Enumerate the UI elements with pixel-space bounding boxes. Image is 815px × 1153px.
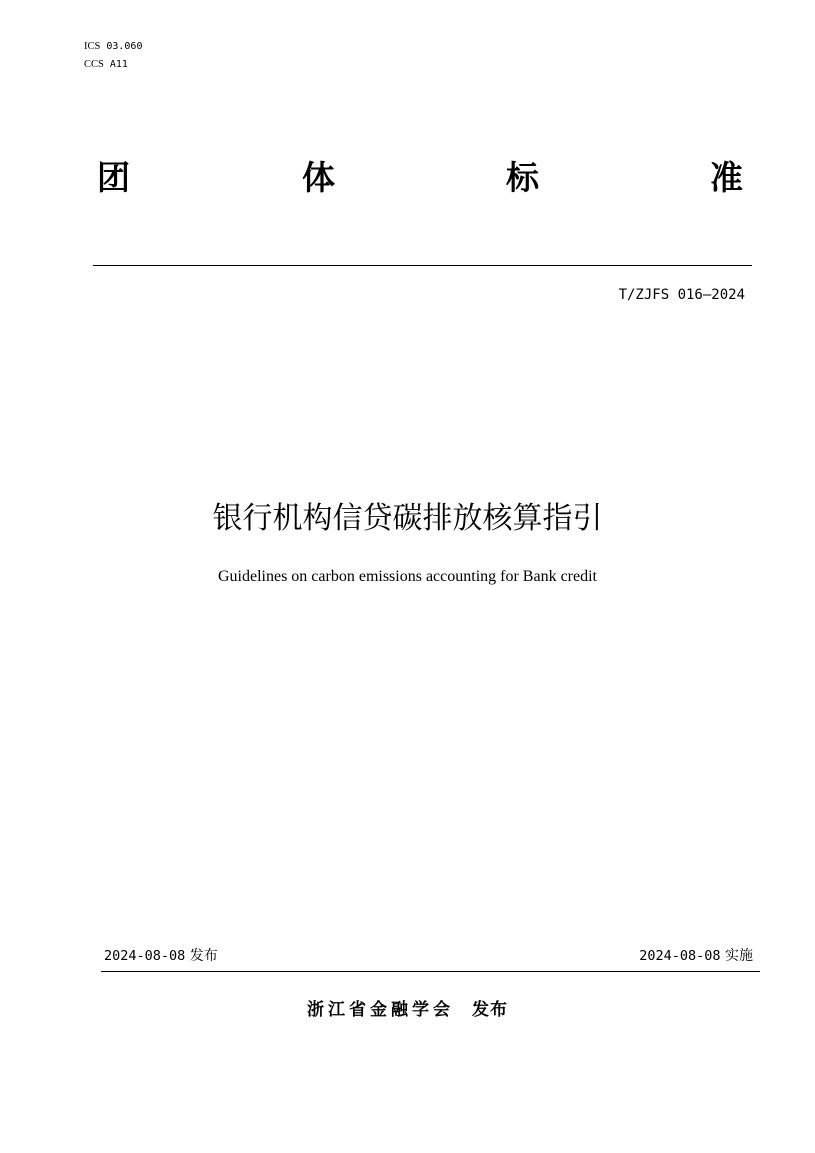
- publish-date: 2024-08-08: [104, 948, 186, 964]
- footer-divider: [101, 971, 760, 972]
- standard-type-char-3: 标: [506, 158, 539, 197]
- publisher-organization: 浙江省金融学会: [307, 1000, 454, 1020]
- implement-date: 2024-08-08: [639, 948, 721, 964]
- ics-code-line: [84, 40, 142, 53]
- ccs-value: A11: [109, 59, 128, 70]
- implement-label: 实施: [725, 948, 753, 964]
- publish-date-line: [104, 946, 218, 966]
- ics-value: 03.060: [106, 41, 143, 52]
- publisher-action: 发布: [472, 1000, 508, 1020]
- document-title-english: Guidelines on carbon emissions accounting for Bank credit: [217, 568, 597, 585]
- standard-type-char-4: 准: [710, 158, 743, 197]
- ics-label: ICS: [84, 41, 101, 52]
- implement-date-line: [639, 946, 753, 966]
- ccs-code-line: [84, 58, 128, 71]
- document-title-chinese: 银行机构信贷碳排放核算指引: [212, 501, 603, 536]
- publish-label: 发布: [189, 948, 218, 964]
- standard-type-char-2: 体: [302, 158, 335, 197]
- standard-number: T/ZJFS 016—2024: [618, 287, 745, 303]
- ccs-label: CCS: [84, 59, 104, 70]
- publisher-line: [0, 997, 815, 1023]
- standard-type-char-1: 团: [97, 158, 130, 197]
- header-divider: [93, 265, 752, 266]
